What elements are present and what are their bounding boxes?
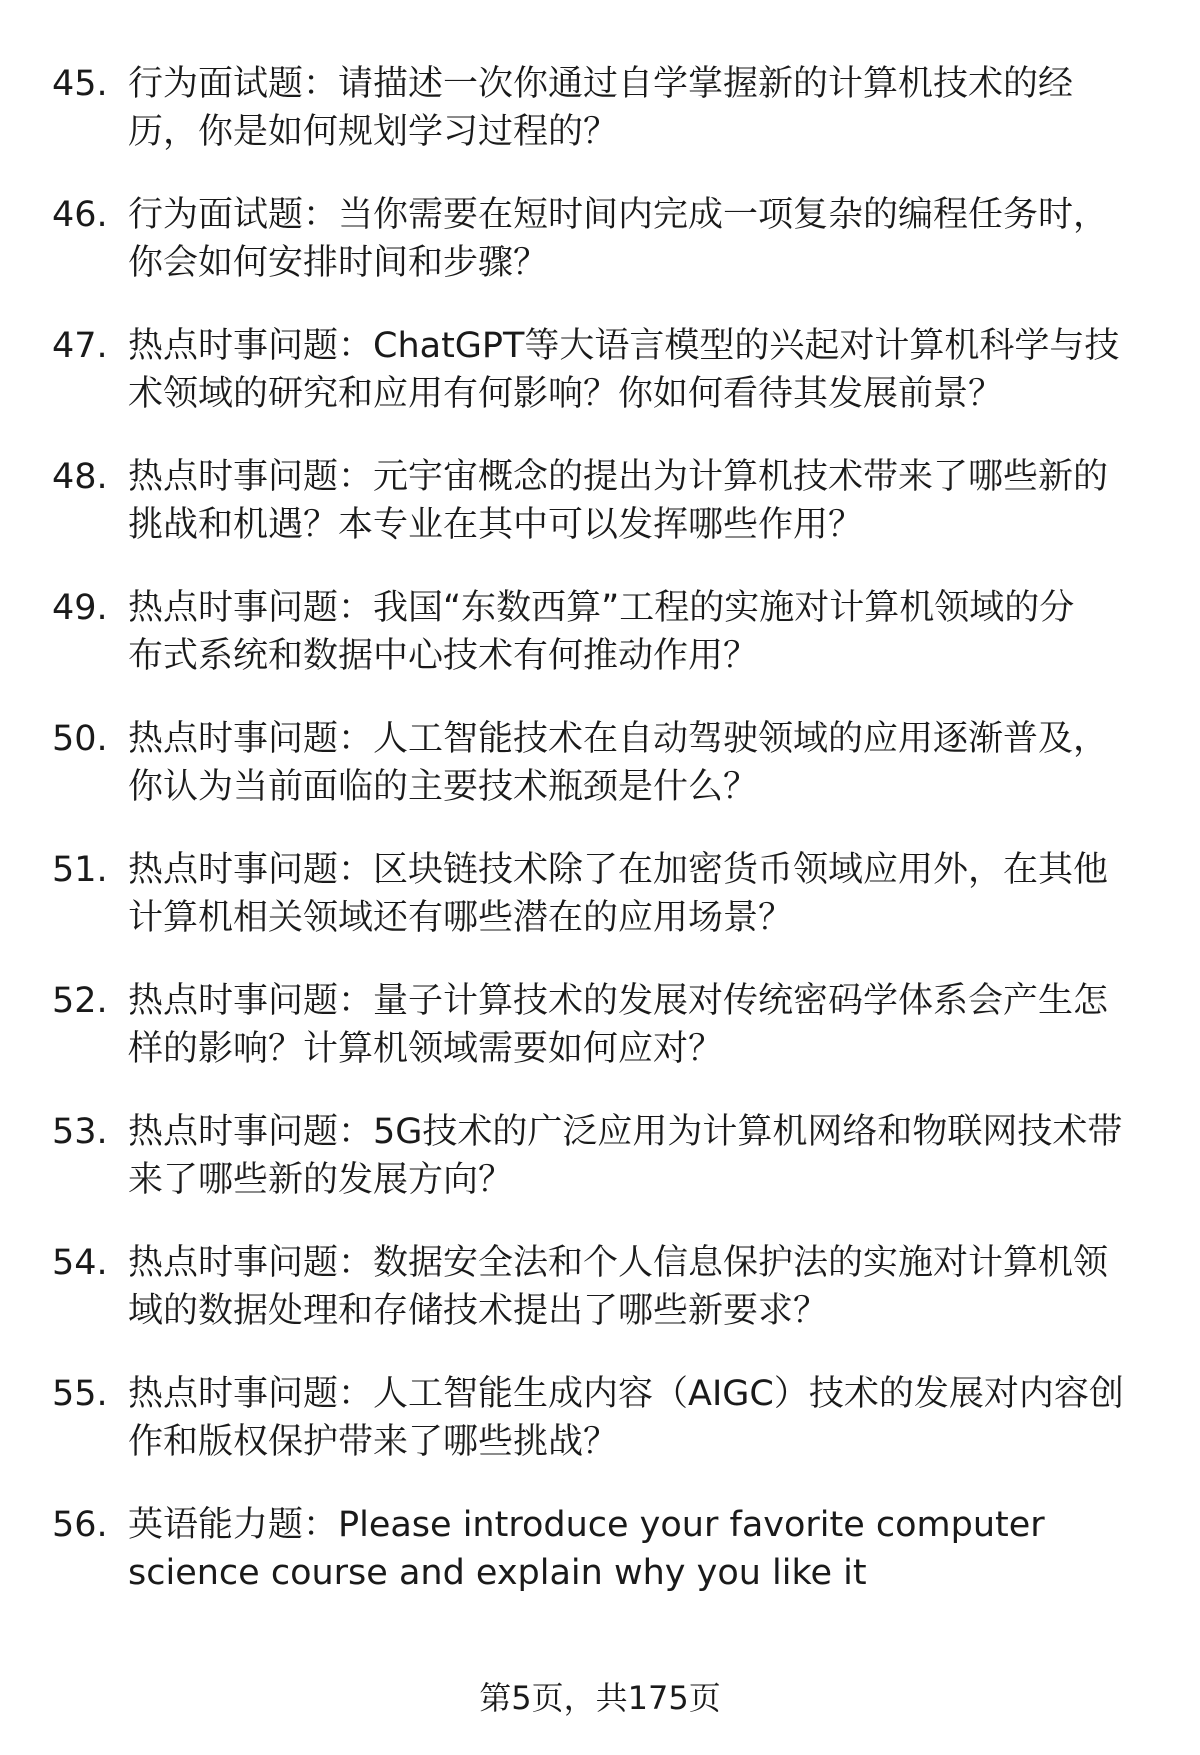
- question-text-line: 热点时事问题：ChatGPT等大语言模型的兴起对计算机科学与技: [128, 326, 1120, 366]
- question-number: 46.: [52, 195, 108, 235]
- question-text-line: 历，你是如何规划学习过程的？: [128, 112, 619, 152]
- question-text-line: science course and explain why you like it: [128, 1553, 867, 1593]
- question-number: 52.: [52, 981, 108, 1021]
- question-text: [128, 977, 1160, 1073]
- question-number: 45.: [52, 64, 108, 104]
- question-item: [0, 846, 1200, 977]
- question-item: [0, 453, 1200, 584]
- question-text-line: 热点时事问题：人工智能技术在自动驾驶领域的应用逐渐普及，: [128, 719, 1109, 759]
- question-text-line: 计算机相关领域还有哪些潜在的应用场景？: [128, 898, 794, 938]
- question-text: [128, 584, 1160, 680]
- question-text-line: 术领域的研究和应用有何影响？你如何看待其发展前景？: [128, 374, 1004, 414]
- question-text-line: 来了哪些新的发展方向？: [128, 1160, 514, 1200]
- question-text-line: 样的影响？计算机领域需要如何应对？: [128, 1029, 724, 1069]
- question-text-line: 热点时事问题：我国“东数西算”工程的实施对计算机领域的分: [128, 588, 1075, 628]
- question-item: [0, 1239, 1200, 1370]
- page-indicator: 第5页，共175页: [479, 1679, 721, 1717]
- question-item: [0, 584, 1200, 715]
- question-text-line: 热点时事问题：人工智能生成内容（AIGC）技术的发展对内容创: [128, 1374, 1124, 1414]
- question-text-line: 行为面试题：当你需要在短时间内完成一项复杂的编程任务时，: [128, 195, 1109, 235]
- question-item: [0, 322, 1200, 453]
- question-number: 56.: [52, 1505, 108, 1545]
- question-number: 53.: [52, 1112, 108, 1152]
- question-number: 49.: [52, 588, 108, 628]
- question-text-line: 作和版权保护带来了哪些挑战？: [128, 1422, 619, 1462]
- question-text: [128, 1239, 1160, 1335]
- question-text: [128, 1108, 1160, 1204]
- question-text-line: 热点时事问题：量子计算技术的发展对传统密码学体系会产生怎: [128, 981, 1109, 1021]
- question-number: 54.: [52, 1243, 108, 1283]
- question-text-line: 你会如何安排时间和步骤？: [128, 243, 549, 283]
- question-text: [128, 1501, 1160, 1597]
- question-text-line: 英语能力题：Please introduce your favorite computer: [128, 1505, 1045, 1545]
- question-text: [128, 322, 1160, 418]
- question-item: [0, 977, 1200, 1108]
- question-number: 48.: [52, 457, 108, 497]
- question-text-line: 热点时事问题：元宇宙概念的提出为计算机技术带来了哪些新的: [128, 457, 1109, 497]
- question-text-line: 行为面试题：请描述一次你通过自学掌握新的计算机技术的经: [128, 64, 1074, 104]
- question-text: [128, 846, 1160, 942]
- question-text: [128, 715, 1160, 811]
- question-item: [0, 715, 1200, 846]
- question-list: [0, 60, 1200, 1632]
- question-text: [128, 453, 1160, 549]
- question-text: [128, 1370, 1160, 1466]
- question-number: 47.: [52, 326, 108, 366]
- question-text-line: 你认为当前面临的主要技术瓶颈是什么？: [128, 767, 759, 807]
- question-item: [0, 60, 1200, 191]
- question-number: 55.: [52, 1374, 108, 1414]
- question-item: [0, 1370, 1200, 1501]
- page-footer: [0, 1676, 1200, 1720]
- question-item: [0, 191, 1200, 322]
- question-number: 51.: [52, 850, 108, 890]
- question-text-line: 热点时事问题：5G技术的广泛应用为计算机网络和物联网技术带: [128, 1112, 1123, 1152]
- question-text-line: 热点时事问题：区块链技术除了在加密货币领域应用外，在其他: [128, 850, 1109, 890]
- question-text: [128, 191, 1160, 287]
- question-text-line: 挑战和机遇？本专业在其中可以发挥哪些作用？: [128, 505, 864, 545]
- question-text-line: 布式系统和数据中心技术有何推动作用？: [128, 636, 759, 676]
- question-text: [128, 60, 1160, 156]
- question-text-line: 域的数据处理和存储技术提出了哪些新要求？: [128, 1291, 829, 1331]
- question-item: [0, 1108, 1200, 1239]
- question-number: 50.: [52, 719, 108, 759]
- question-text-line: 热点时事问题：数据安全法和个人信息保护法的实施对计算机领: [128, 1243, 1109, 1283]
- question-item: [0, 1501, 1200, 1632]
